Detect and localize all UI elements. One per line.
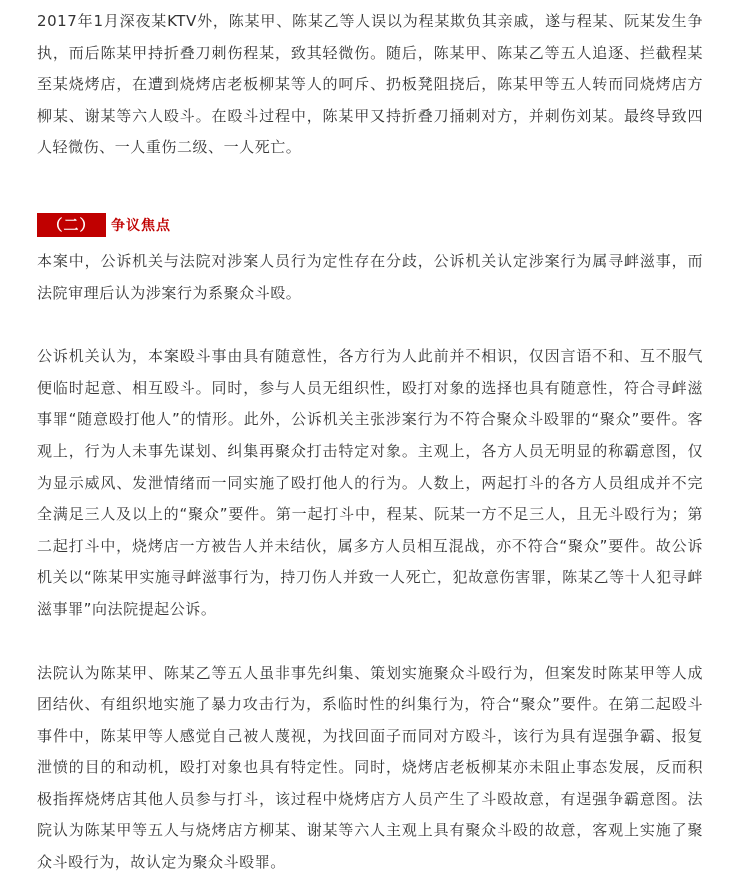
paragraph-dispute-summary: 本案中，公诉机关与法院对涉案人员行为定性存在分歧，公诉机关认定涉案行为属寻衅滋事，而法院审理后认为涉案行为系聚众斗殴。: [37, 251, 703, 302]
section-heading: [37, 212, 703, 238]
article-body: [37, 0, 703, 879]
section-title: 争议焦点: [111, 217, 171, 234]
paragraph-case-facts: 2017年1月深夜某KTV外，陈某甲、陈某乙等人误以为程某欺负其亲戚，遂与程某、阮某发生争执，而后陈某甲持折叠刀刺伤程某，致其轻微伤。随后，陈某甲、陈某乙等五人追逐、拦截程某至某烧烤店，在遭到烧烤店老板柳某等人的呵斥、扔板凳阻挠后，陈某甲等五人转而同烧烤店方柳某、谢某等六人殴斗。在殴斗过程中，陈某甲又持折叠刀捅刺对方，并刺伤刘某。最终导致四人轻微伤、一人重伤二级、一人死亡。: [37, 12, 703, 157]
paragraph-prosecution-view: 公诉机关认为，本案殴斗事由具有随意性，各方行为人此前并不相识，仅因言语不和、互不服气便临时起意、相互殴斗。同时，参与人员无组织性，殴打对象的选择也具有随意性，符合寻衅滋事罪“随意殴打他人”的情形。此外，公诉机关主张涉案行为不符合聚众斗殴罪的“聚众”要件。客观上，行为人未事先谋划、纠集再聚众打击特定对象。主观上，各方人员无明显的称霸意图，仅为显示威风、发泄情绪而一同实施了殴打他人的行为。人数上，两起打斗的各方人员组成并不完全满足三人及以上的“聚众”要件。第一起打斗中，程某、阮某一方不足三人，且无斗殴行为；第二起打斗中，烧烤店一方被告人并未结伙，属多方人员相互混战，亦不符合“聚众”要件。故公诉机关以“陈某甲实施寻衅滋事行为，持刀伤人并致一人死亡，犯故意伤害罪，陈某乙等十人犯寻衅滋事罪”向法院提起公诉。: [37, 347, 703, 618]
paragraph-court-view: 法院认为陈某甲、陈某乙等五人虽非事先纠集、策划实施聚众斗殴行为，但案发时陈某甲等人成团结伙、有组织地实施了暴力攻击行为，系临时性的纠集行为，符合“聚众”要件。在第二起殴斗事件中，陈某甲等人感觉自己被人蔑视，为找回面子而同对方殴斗，该行为具有逞强争霸、报复泄愤的目的和动机，殴打对象也具有特定性。同时，烧烤店老板柳某亦未阻止事态发展，反而积极指挥烧烤店其他人员参与打斗，该过程中烧烤店方人员产生了斗殴故意，有逞强争霸意图。法院认为陈某甲等五人与烧烤店方柳某、谢某等六人主观上具有聚众斗殴的故意，客观上实施了聚众斗殴行为，故认定为聚众斗殴罪。: [37, 663, 703, 872]
section-number-tag: （二）: [37, 213, 106, 237]
